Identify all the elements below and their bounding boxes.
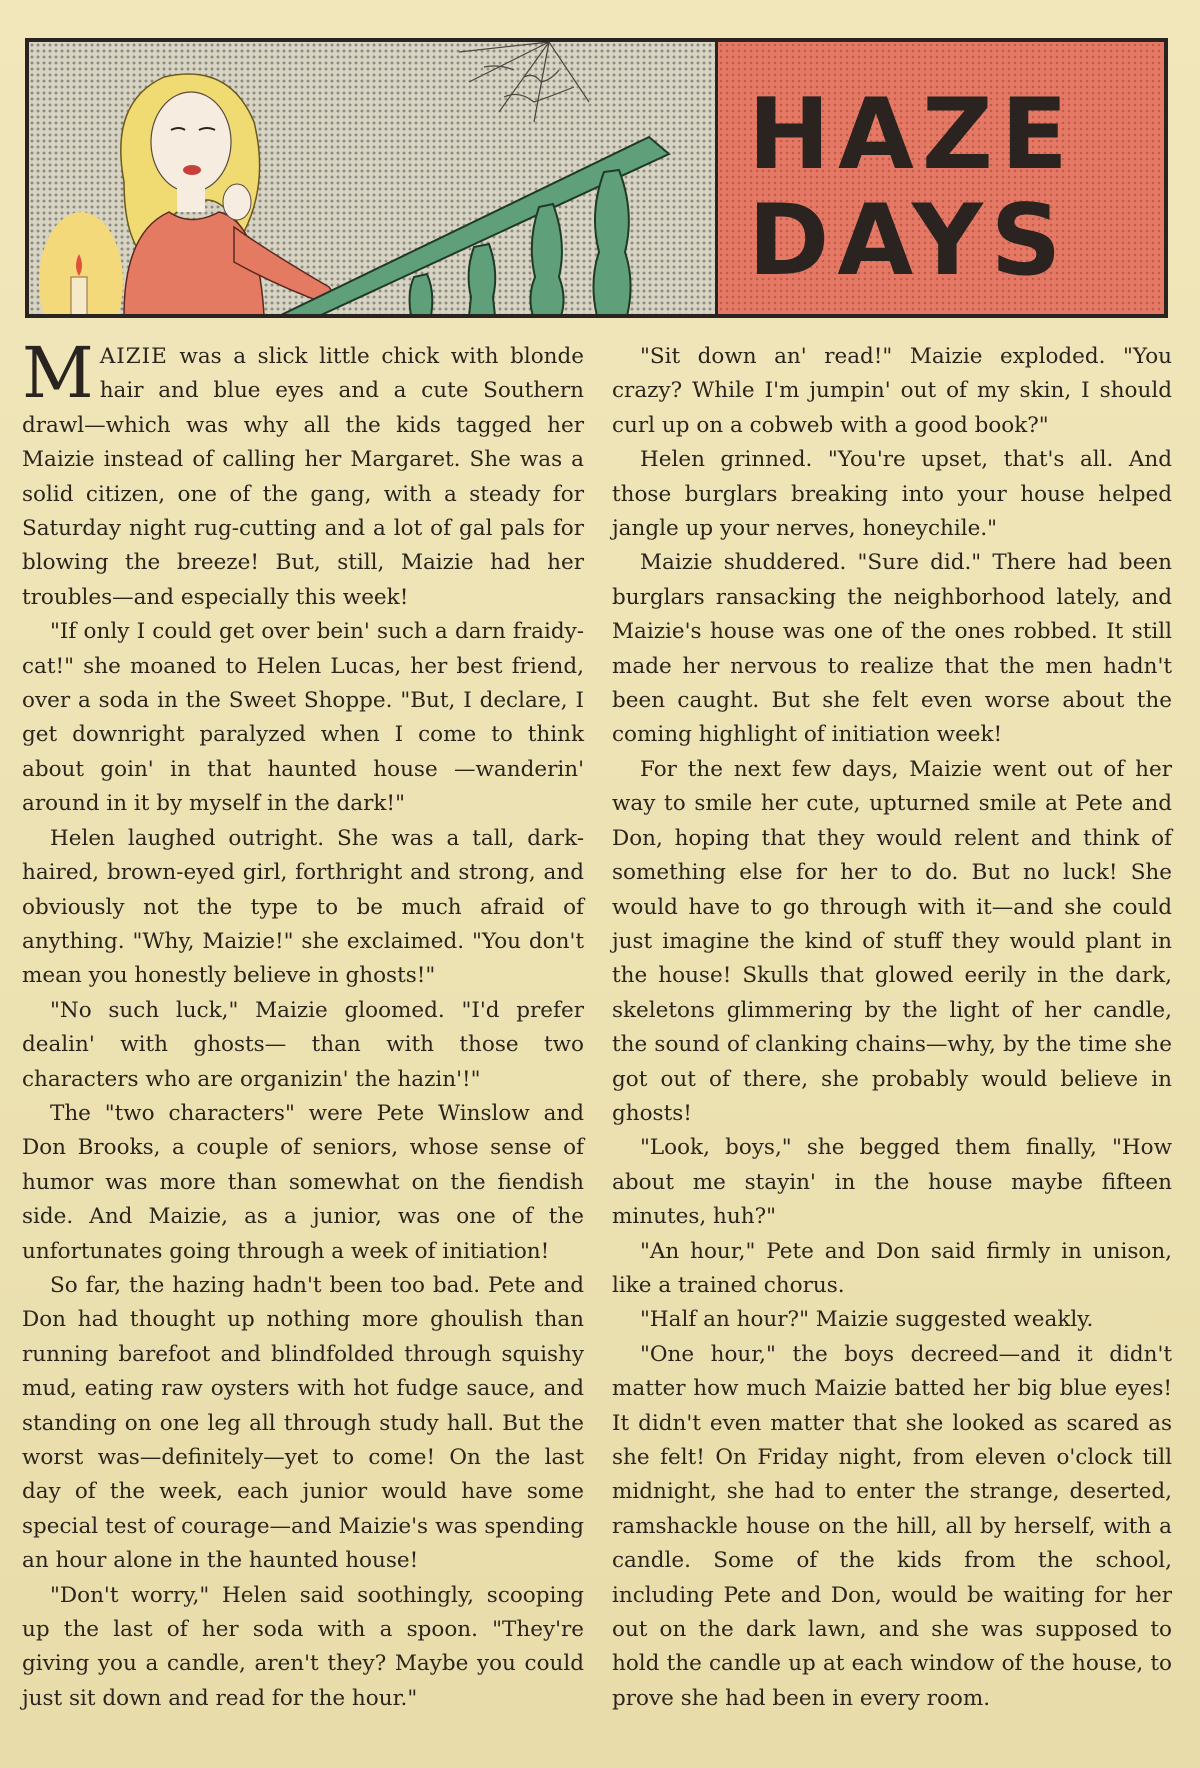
title-line-1: HAZE — [748, 78, 1076, 192]
story-paragraph: MAIZIE was a slick little chick with blonde hair and blue eyes and a cute Southern drawl—which was why all the kids tagged her Maizie instead of calling her Margaret. She was a solid citizen, one of the gang, with a steady for Saturday night rug-cutting and a lot of gal pals for blowing the breeze! But, still, Maizie had her troubles—and especially this week! — [22, 332, 584, 610]
story-paragraph: "Half an hour?" Maizie suggested weakly. — [640, 1307, 1094, 1333]
story-paragraph: "Look, boys," she begged them finally, "How about me stayin' in the house maybe fifteen minutes, huh?" — [612, 1135, 1172, 1230]
maizie-staircase-illustration — [29, 42, 719, 316]
story-paragraph: Helen grinned. "You're upset, that's all. And those burglars breaking into your house helped jangle up your nerves, honeychile." — [612, 447, 1172, 542]
story-paragraph: For the next few days, Maizie went out of her way to smile her cute, upturned smile at Pete and Don, hoping that they would relent and think of something else for her to do. But no luck! She would have to go through with it—and she could just imagine the kind of stuff they would plant in the house! Skulls that glowed eerily in the dark, skeletons glimmering by the light of her candle, the sound of clanking chains—why, by the time she got out of there, she probably would believe in ghosts! — [612, 756, 1172, 1126]
title-box — [715, 42, 1168, 316]
story-paragraph: "No such luck," Maizie gloomed. "I'd prefer dealin' with ghosts— than with those two characters who are organizin' the hazin'!" — [22, 997, 584, 1092]
story-paragraph: The "two characters" were Pete Winslow and Don Brooks, a couple of seniors, whose sense of humor was more than somewhat on the fiendish side. And Maizie, as a junior, was one of the unfortunates going through a week of initiation! — [22, 1100, 584, 1264]
title-line-2: DAYS — [748, 184, 1070, 298]
story-paragraph: "Sit down an' read!" Maizie exploded. "You crazy? While I'm jumpin' out of my skin, I should curl up on a cobweb with a good book?" — [612, 344, 1172, 438]
story-paragraph: Maizie shuddered. "Sure did." There had been burglars ransacking the neighborhood lately, and Maizie's house was one of the ones robbed. It still made her nervous to realize that the men hadn't been caught. But she felt even worse about the coming highlight of initiation week! — [612, 550, 1172, 748]
story-paragraph: Helen laughed outright. She was a tall, dark-haired, brown-eyed girl, forthright and strong, and obviously not the type to be much afraid of anything. "Why, Maizie!" she exclaimed. "You don't mean you honestly believe in ghosts!" — [22, 825, 584, 989]
story-paragraph: "Don't worry," Helen said soothingly, scooping up the last of her soda with a spoon. "They're giving you a candle, aren't they? Maybe you could just sit down and read for the hour." — [22, 1582, 584, 1711]
opening-word: AIZIE — [99, 344, 168, 369]
right-column — [612, 340, 1172, 1716]
story-paragraph: "One hour," the boys decreed—and it didn't matter how much Maizie batted her big blue eyes! It didn't even matter that she looked as scared as she felt! On Friday night, from eleven o'clock till midnight, she had to enter the strange, deserted, ramshackle house on the hill, all by herself, with a candle. Some of the kids from the school, including Pete and Don, would be waiting for her out on the dark lawn, and she was supposed to hold the candle up at each window of the house, to prove she had been in every room. — [612, 1341, 1172, 1711]
drop-cap: M — [22, 332, 94, 414]
left-column — [22, 332, 584, 1716]
title-panel — [25, 38, 1168, 318]
story-paragraph: "If only I could get over bein' such a darn fraidy-cat!" she moaned to Helen Lucas, her best friend, over a soda in the Sweet Shoppe. "But, I declare, I get downright paralyzed when I come to think about goin' in that haunted house —wanderin' around in it by myself in the dark!" — [22, 619, 584, 817]
cobweb-icon — [459, 42, 589, 122]
story-paragraph: "An hour," Pete and Don said firmly in unison, like a trained chorus. — [612, 1238, 1172, 1298]
story-paragraph: So far, the hazing hadn't been too bad. Pete and Don had thought up nothing more ghoulish than running barefoot and blindfolded through squishy mud, eating raw oysters with hot fudge sauce, and standing on one leg all through study hall. But the worst was—definitely—yet to come! On the last day of the week, each junior would have some special test of courage—and Maizie's was spending an hour alone in the haunted house! — [22, 1272, 584, 1574]
